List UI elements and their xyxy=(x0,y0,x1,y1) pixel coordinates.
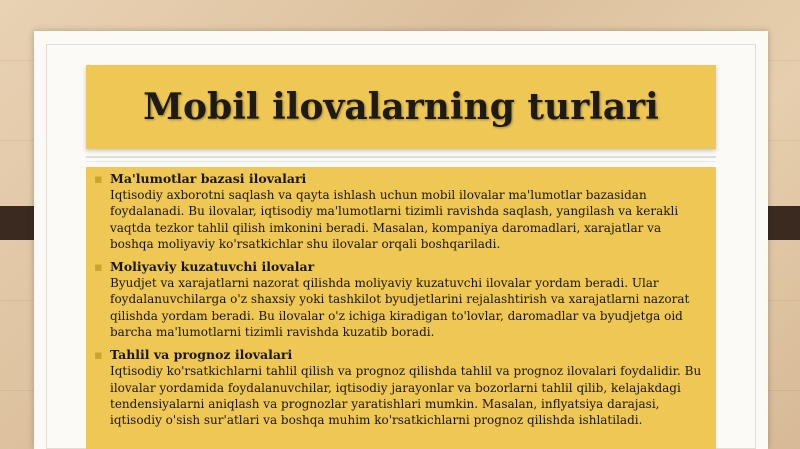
section-heading: Tahlil va prognoz ilovalari xyxy=(110,347,293,363)
section-heading: Ma'lumotlar bazasi ilovalari xyxy=(110,171,307,186)
slide-title: Mobil ilovalarning turlari xyxy=(143,86,659,128)
content-box xyxy=(86,167,716,449)
section-analysis-forecast-apps xyxy=(94,347,708,428)
section-body: Iqtisodiy axborotni saqlash va qayta ishlash uchun mobil ilovalar ma'lumotlar bazasidan foydalanadi. Bu ilovalar, iqtisodiy ma'lumotlarni tizimli ravishda saqlash, yangilash va kerakli vaqtda tezkor tahlil qilish imkonini beradi. Masalan, kompaniya daromadlari, xarajatlar va boshqa moliyaviy ko'rsatkichlar shu ilovalar orqali boshqariladi. xyxy=(110,188,679,251)
section-heading: Moliyaviy kuzatuvchi ilovalar xyxy=(110,259,315,275)
title-box xyxy=(86,65,716,149)
bullet-icon: ▪ xyxy=(94,348,103,364)
divider-line xyxy=(86,156,716,158)
section-finance-tracker-apps xyxy=(94,259,708,340)
section-body: Byudjet va xarajatlarni nazorat qilishda moliyaviy kuzatuvchi ilovalar yordam beradi. Ular foydalanuvchilarga o'z shaxsiy yoki tashkilot byudjetlarini rejalashtirish va xarajatlarni nazorat qilishda yordam beradi. Bu ilovalar o'z ichiga kiradigan to'lovlar, daromadlar va byudjetga oid barcha ma'lumotlarni tizimli ravishda kuzatib boradi. xyxy=(110,276,690,340)
left-dark-tab xyxy=(0,206,36,240)
divider-line-thin xyxy=(86,161,716,162)
section-body: Iqtisodiy ko'rsatkichlarni tahlil qilish va prognoz qilishda tahlil va prognoz ilovalari foydalidir. Bu ilovalar yordamida foydalanuvchilar, iqtisodiy jarayonlar va bozorlarni tahlil qilib, kelajakdagi tendensiyalarni aniqlash va prognozlar yaratishlari mumkin. Masalan, inflyatsiya darajasi, iqtisodiy o'sish sur'atlari va boshqa muhim ko'rsatkichlarni prognoz qilishda ishlatiladi. xyxy=(110,364,702,428)
bullet-icon: ▪ xyxy=(94,172,103,187)
bullet-icon: ▪ xyxy=(94,260,103,276)
section-database-apps xyxy=(94,171,708,252)
